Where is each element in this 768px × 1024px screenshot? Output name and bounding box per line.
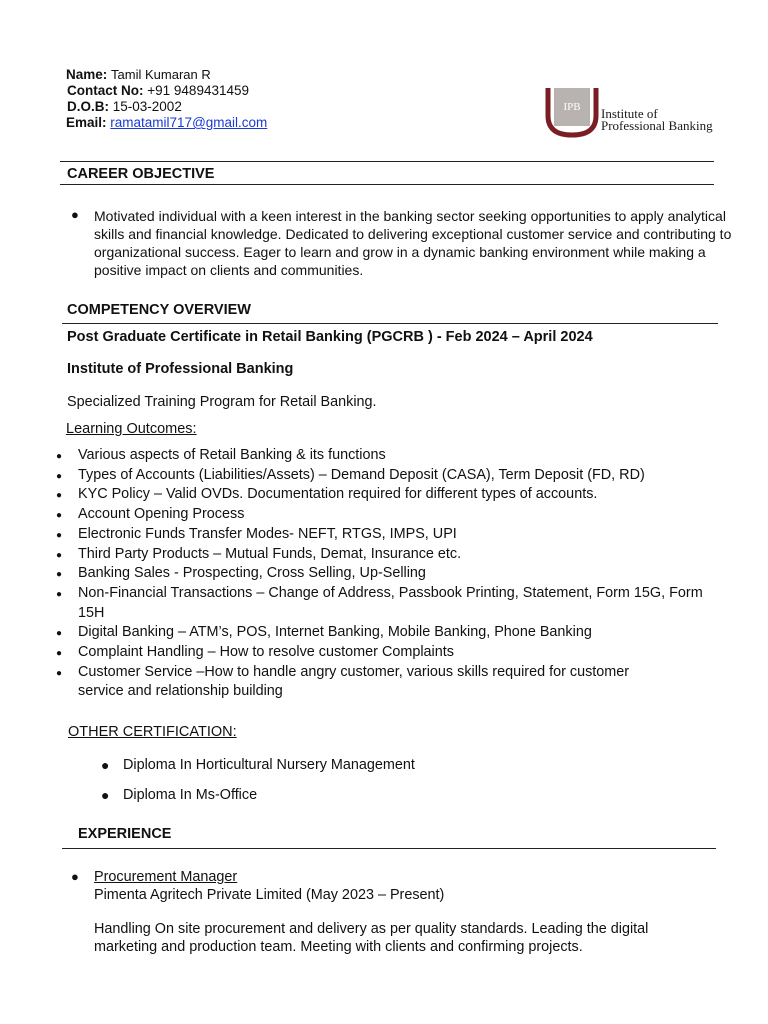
desc-line: marketing and production team. Meeting with clients and confirming projects.: [94, 939, 583, 955]
bullet-icon: ●: [56, 490, 63, 502]
experience-description: [94, 920, 734, 956]
list-item: [50, 545, 750, 565]
email-label: Email:: [66, 115, 107, 130]
list-item-text: Various aspects of Retail Banking & its functions: [78, 447, 386, 463]
program-text: Specialized Training Program for Retail Banking.: [67, 394, 377, 410]
outcomes-label: Learning Outcomes:: [66, 421, 197, 437]
name-line: [66, 67, 211, 83]
logo-line1: Institute of: [601, 106, 658, 121]
ipb-logo: [544, 86, 724, 138]
list-item: [50, 485, 750, 505]
career-text: [94, 207, 734, 279]
logo-mark: IPB: [563, 101, 581, 113]
list-item-text: Banking Sales - Prospecting, Cross Selling, Up-Selling: [78, 565, 426, 582]
career-line: positive impact on clients and communities.: [94, 262, 364, 278]
list-item: [50, 584, 750, 623]
list-item: [50, 525, 750, 545]
contact-value: +91 9489431459: [147, 83, 249, 98]
bullet-icon: ●: [56, 529, 63, 541]
list-item: [50, 466, 750, 486]
name-value: Tamil Kumaran R: [111, 67, 211, 82]
bullet-icon: ●: [56, 510, 63, 522]
bullet-icon: ●: [56, 628, 63, 640]
bullet-icon: ●: [56, 549, 63, 561]
contact-label: Contact No:: [67, 83, 144, 98]
email-link[interactable]: ramatamil717@gmail.com: [110, 115, 268, 130]
dob-line: [67, 99, 182, 115]
experience-heading: EXPERIENCE: [78, 826, 172, 842]
list-item: [50, 623, 750, 643]
list-item: [50, 663, 750, 702]
bullet-icon: ●: [56, 569, 63, 581]
list-item-text: Digital Banking – ATM’s, POS, Internet Banking, Mobile Banking, Phone Banking: [78, 624, 592, 641]
list-item: [50, 564, 750, 584]
logo-line2: Professional Banking: [601, 118, 713, 133]
career-line: skills and financial knowledge. Dedicated to delivering exceptional customer service and contributing to: [94, 226, 732, 242]
bullet-icon: ●: [101, 787, 110, 803]
institute-name: Institute of Professional Banking: [67, 361, 294, 377]
ipb-emblem-icon: [544, 86, 600, 138]
list-item-text: Complaint Handling – How to resolve customer Complaints: [78, 644, 454, 661]
cert-item: Diploma In Horticultural Nursery Management: [123, 757, 415, 773]
career-line: organizational success. Eager to learn and grow in a dynamic banking environment while making a: [94, 244, 706, 260]
list-item-text: Electronic Funds Transfer Modes- NEFT, RTGS, IMPS, UPI: [78, 525, 457, 542]
cert-item: Diploma In Ms-Office: [123, 787, 258, 803]
bullet-icon: ●: [56, 667, 63, 679]
divider: [60, 184, 714, 185]
role-title: Procurement Manager: [94, 869, 238, 885]
list-item: [50, 446, 750, 466]
contact-line: [67, 83, 249, 99]
list-item-text: Customer Service –How to handle angry customer, various skills required for customer service and relationship building: [78, 663, 630, 700]
list-item: [50, 643, 750, 663]
bullet-icon: ●: [101, 757, 110, 773]
list-item: [50, 505, 750, 525]
competency-heading: COMPETENCY OVERVIEW: [67, 302, 251, 318]
certification-heading: OTHER CERTIFICATION:: [68, 724, 237, 740]
list-item-text: Third Party Products – Mutual Funds, Demat, Insurance etc.: [78, 545, 462, 562]
divider: [60, 161, 714, 162]
career-heading: CAREER OBJECTIVE: [67, 166, 215, 182]
name-label: Name:: [66, 67, 108, 82]
list-item-text: Types of Accounts (Liabilities/Assets) – Demand Deposit (CASA), Term Deposit (FD, RD): [78, 466, 645, 483]
desc-line: Handling On site procurement and delivery as per quality standards. Leading the digital: [94, 921, 649, 937]
bullet-icon: ●: [56, 451, 63, 462]
list-item-text: Non-Financial Transactions – Change of Address, Passbook Printing, Statement, Form 15G, Form 15H: [78, 584, 703, 621]
outcomes-list: [50, 446, 750, 702]
divider: [62, 323, 718, 324]
divider: [62, 848, 716, 849]
logo-text: [601, 108, 713, 132]
dob-label: D.O.B:: [67, 99, 109, 114]
bullet-dot: ●: [71, 869, 79, 884]
list-item-text: KYC Policy – Valid OVDs. Documentation required for different types of accounts.: [78, 486, 598, 503]
bullet-icon: ●: [56, 588, 63, 600]
bullet-dot: ●: [71, 207, 79, 222]
bullet-icon: ●: [56, 648, 63, 660]
dob-value: 15-03-2002: [112, 99, 182, 114]
email-line: [66, 115, 267, 131]
bullet-icon: ●: [56, 470, 63, 482]
career-line: Motivated individual with a keen interest in the banking sector seeking opportunities to apply analytical: [94, 208, 726, 224]
list-item-text: Account Opening Process: [78, 506, 245, 523]
company-name: Pimenta Agritech Private Limited (May 2023 – Present): [94, 887, 445, 903]
course-title: Post Graduate Certificate in Retail Banking (PGCRB ) - Feb 2024 – April 2024: [67, 329, 593, 345]
